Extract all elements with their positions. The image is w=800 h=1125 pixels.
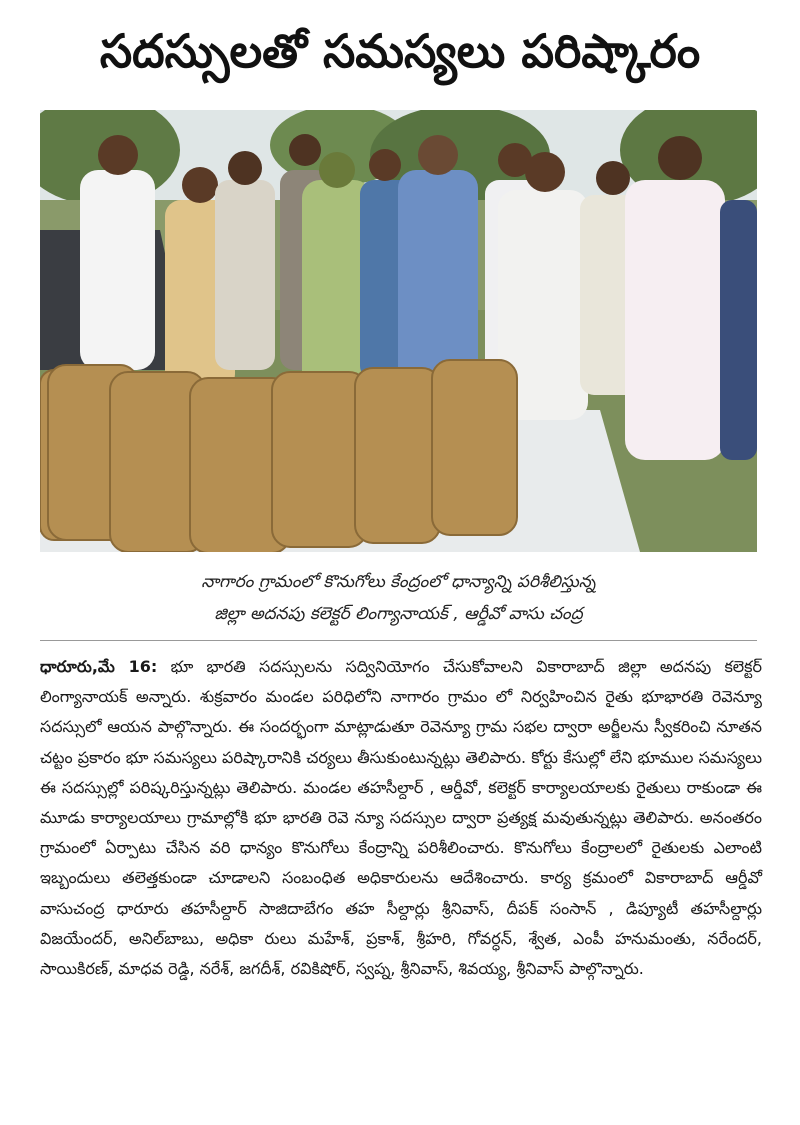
grain-sacks: [40, 360, 517, 552]
photo-illustration: [40, 110, 757, 552]
caption-line-2: జిల్లా అదనపు కలెక్టర్ లింగ్యానాయక్ , ఆర్డీవో వాసు చంద్ర: [214, 604, 583, 624]
article-text: భూ భారతి సదస్సులను సద్వినియోగం చేసుకోవాలని వికారాబాద్ జిల్లా అదనపు కలెక్టర్ లింగ్యానాయక్ అన్నారు. శుక్రవారం మండల పరిధిలోని నాగారం గ్రామం లో నిర్వహించిన రైతు భూభారతి రెవెన్యూ సదస్సులో ఆయన పాల్గొన్నారు. ఈ సందర్భంగా మాట్లాడుతూ రెవెన్యూ గ్రామ సభల ద్వారా అర్జీలను స్వీకరించి నూతన చట్టం ప్రకారం భూ సమస్యలు పరిష్కారానికి చర్యలు తీసుకుంటున్నట్లు తెలిపారు. కోర్టు కేసుల్లో లేని భూముల సమస్యలు ఈ సదస్సుల్లో పరిష్కరిస్తున్నట్లు తెలిపారు. మండల తహసీల్దార్ , ఆర్డీవో, కలెక్టర్ కార్యాలయాలకు రైతులు రాకుండా ఈ మూడు కార్యాలయాలు గ్రామాల్లోకి భూ భారతి రెవె న్యూ సదస్సుల ద్వారా ప్రత్యక్ష మవుతున్నట్లు తెలిపారు. అనంతరం గ్రామంలో ఏర్పాటు చేసిన వరి ధాన్యం కొనుగోలు కేంద్రాన్ని పరిశీలించారు. కొనుగోలు కేంద్రాలలో రైతులకు ఎలాంటి ఇబ్బందులు తలెత్తకుండా చూడాలని సంబంధిత అధికారులను ఆదేశించారు. కార్య క్రమంలో వికారాబాద్ ఆర్డీవో వాసుచంద్ర ధారూరు తహసీల్దార్ సాజిదాబేగం తహ సీల్దార్లు శ్రీనివాస్, దీపక్ సంసాన్ , డిప్యూటీ తహసీల్దార్లు విజయేందర్, అనిల్‌బాబు, అధికా రులు మహేశ్, ప్రకాశ్, శ్రీహరి, గోవర్ధన్, శ్వేత, ఎంపీ హనుమంతు, నరేందర్, సాయికిరణ్, మాధవ రెడ్డి, నరేశ్, జగదీశ్, రవికిషోర్, స్వప్న, శ్రీనివాస్, శివయ్య, శ్రీనివాస్ పాల్గొన్నారు.: [40, 657, 762, 979]
divider: [40, 640, 757, 641]
photo-caption: [40, 566, 757, 630]
caption-line-1: నాగారం గ్రామంలో కొనుగోలు కేంద్రంలో ధాన్యాన్ని పరిశీలిస్తున్న: [201, 572, 596, 592]
article-body: [40, 652, 762, 984]
headline: సదస్సులతో సమస్యలు పరిష్కారం: [99, 24, 701, 78]
news-photo: [40, 110, 757, 552]
dateline: ధారూరు,మే 16:: [40, 657, 158, 676]
